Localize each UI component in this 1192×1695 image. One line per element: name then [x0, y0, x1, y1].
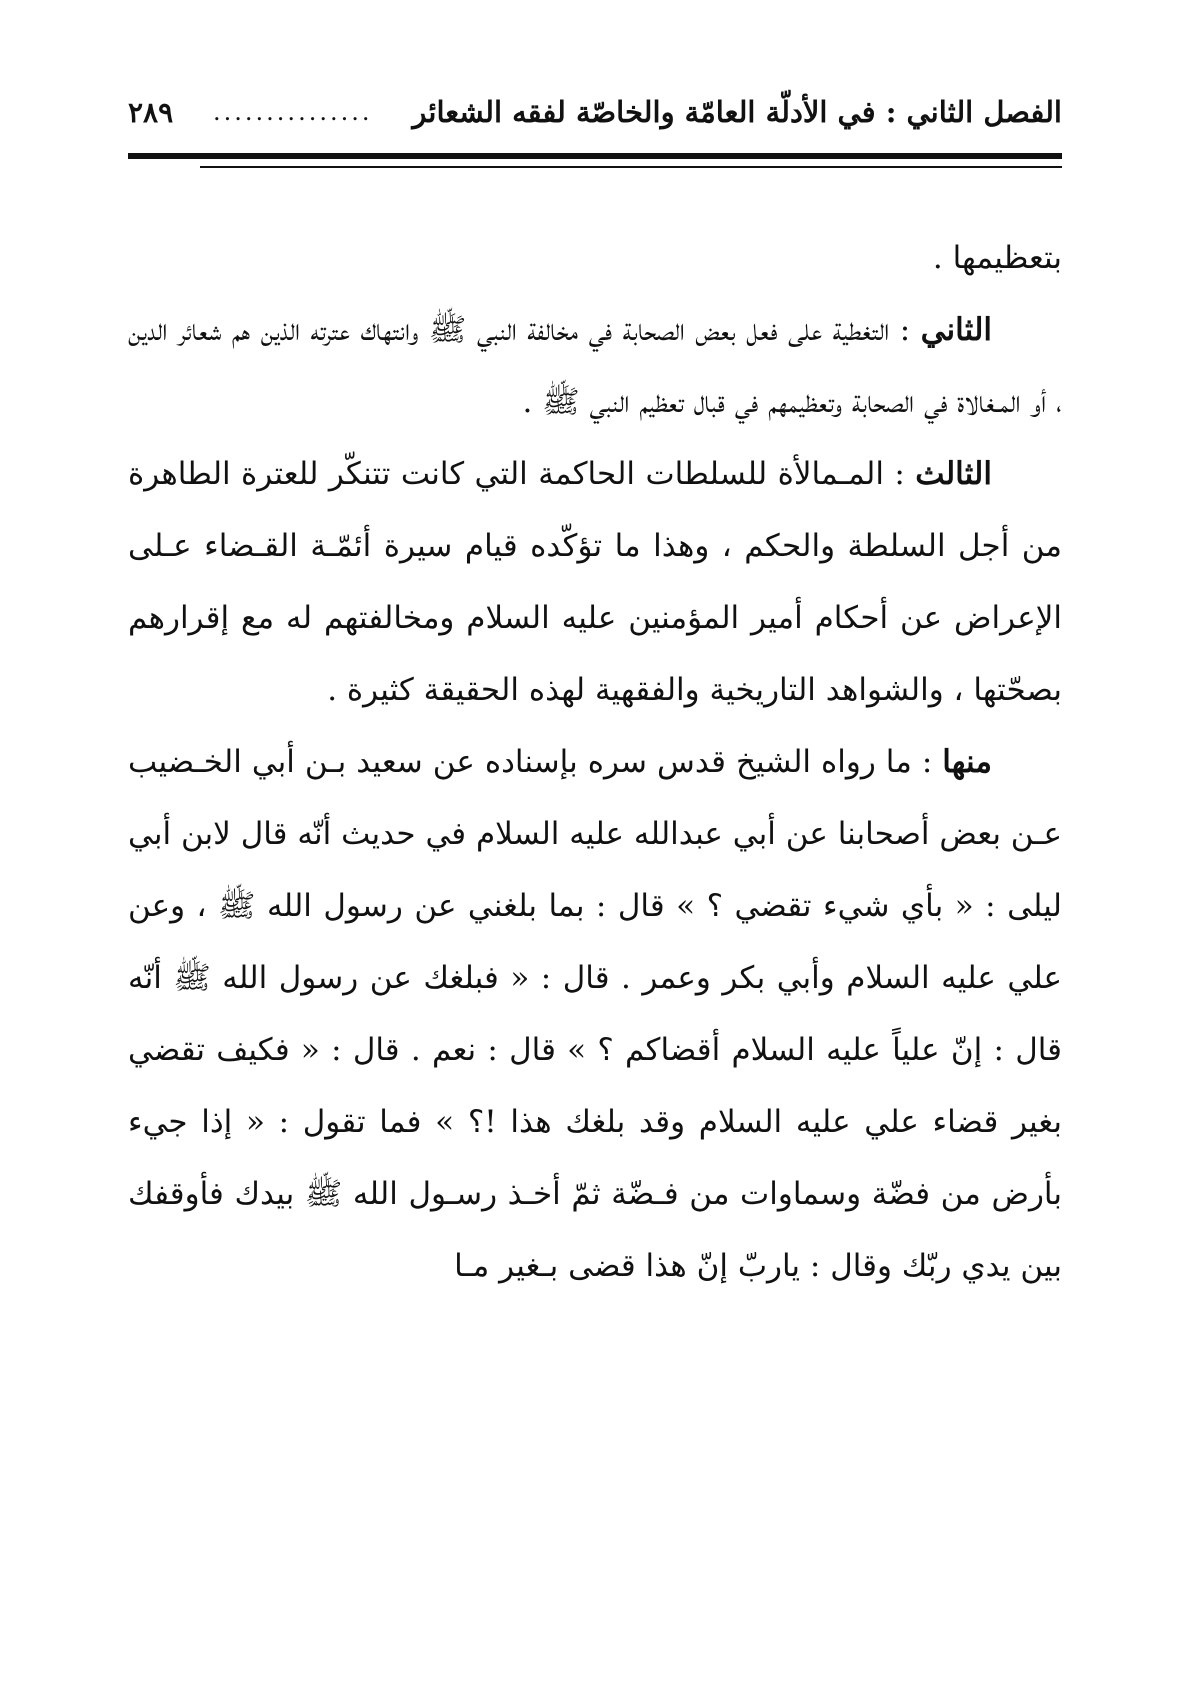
paragraph-text: : التغطية على فعل بعض الصحابة في مخالفة النبي ﷺ وانتهاك عترته الذين هم شعائر الدين ، أو المـغالاة في الصحابة وتعظيمهم في قبال تعظيم النبي ﷺ .: [128, 312, 1062, 420]
paragraph-lead: الثاني: [920, 312, 992, 348]
paragraph-third: [128, 438, 1062, 726]
leader-dots: ...............: [213, 98, 373, 126]
paragraph-second: [128, 294, 1062, 438]
header-rule-thick: [128, 153, 1062, 159]
chapter-title: الفصل الثاني : في الأدلّة العامّة والخاصّة لفقه الشعائر: [412, 95, 1062, 129]
page-number: ٢٨٩: [128, 95, 174, 129]
paragraph-continuation: [128, 222, 1062, 294]
paragraph-lead: الثالث: [915, 456, 992, 492]
paragraph-lead: منها: [942, 744, 992, 780]
body-text: [128, 222, 1062, 1302]
header-rule-thin: [200, 166, 1062, 168]
paragraph-example: [128, 726, 1062, 1302]
running-header: [128, 84, 1062, 140]
paragraph-text: : ما رواه الشيخ قدس سره بإسناده عن سعيد بـن أبي الخـضيب عـن بعض أصحابنا عن أبي عبدالله عليه السلام في حديث أنّه قال لابن أبي ليلى : « بأي شيء تقضي ؟ » قال : بما بلغني عن رسول الله ﷺ ، وعن علي عليه السلام وأبي بكر وعمر . قال : « فبلغك عن رسول الله ﷺ أنّه قال : إنّ علياً عليه السلام أقضاكم ؟ » قال : نعم . قال : « فكيف تقضي بغير قضاء علي عليه السلام وقد بلغك هذا !؟ » فما تقول : « إذا جيء بأرض من فضّة وسماوات من فـضّة ثمّ أخـذ رسـول الله ﷺ بيدك فأوقفك بين يدي ربّك وقال : ياربّ إنّ هذا قضى بـغير مـا: [128, 744, 1062, 1284]
paragraph-text: بتعظيمها .: [932, 240, 1062, 276]
paragraph-text: : المـمالأة للسلطات الحاكمة التي كانت تتنكّر للعترة الطاهرة من أجل السلطة والحكم ، وهذا ما تؤكّده قيام سيرة أئمّـة القـضاء عـلى الإعراض عن أحكام أمير المؤمنين عليه السلام ومخالفتهم له مع إقرارهم بصحّتها ، والشواهد التاريخية والفقهية لهذه الحقيقة كثيرة .: [128, 456, 1062, 708]
